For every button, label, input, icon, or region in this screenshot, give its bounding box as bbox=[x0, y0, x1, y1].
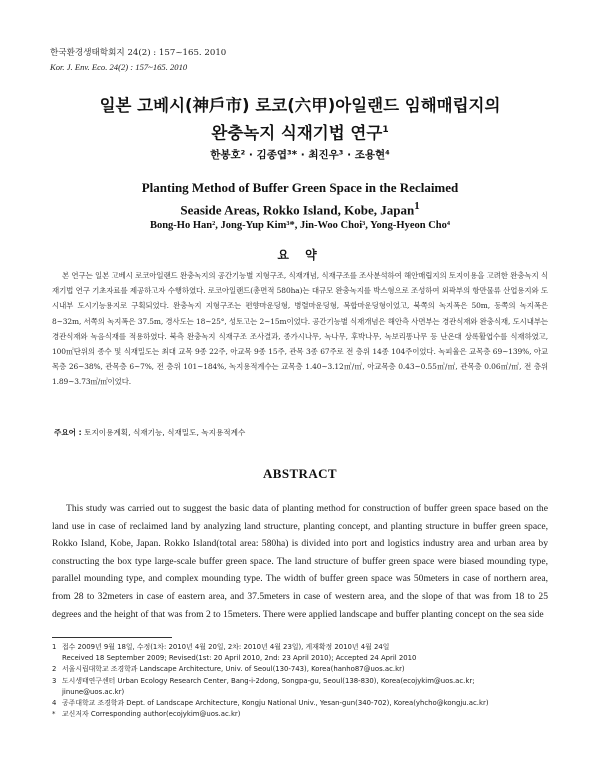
title-english bbox=[60, 178, 540, 219]
title-english-line1: Planting Method of Buffer Green Space in the Reclaimed bbox=[141, 180, 459, 195]
english-abstract-heading: ABSTRACT bbox=[263, 466, 337, 481]
footnote bbox=[52, 698, 552, 709]
footnote-text: 서울시립대학교 조경학과 Landscape Architecture, Univ. of Seoul(130-743), Korea(hanho87@uos.ac.kr) bbox=[62, 665, 405, 674]
footnote-number: 2 bbox=[52, 665, 57, 674]
title-korean-footnote-mark: 1 bbox=[382, 125, 389, 135]
korean-abstract-body: 본 연구는 일본 고베시 로코아일랜드 완충녹지의 공간기능별 지형구조, 식재개념, 식재구조를 조사분석하여 해안매립지의 토지이용을 고려한 완충녹지 식재기법 연구 기초자료를 제공하고자 수행하였다. 로코아일랜드(총면적 580ha)는 대규모 완충녹지를 박스형으로 조성하여 외곽부의 항만물류 산업용지와 도시내부 도시기능용지로 구획되었다. 완충녹지 지형구조는 편향마운딩형, 병렬마운딩형, 복합마운딩형이었고, 북쪽의 녹지폭은 50m, 동쪽의 녹지폭은 8~32m, 서쪽의 녹지폭은 37.5m, 경사도는 18~25°, 성토고는 2~15m이었다. 공간기능별 식재개념은 해안측 사면부는 경관식재와 완충식재, 도시내부는 경관식재와 녹음식재를 적용하였다. 북측 완충녹지 식재구조 조사결과, 종가시나무, 녹나무, 후박나무, 녹보리똥나무 등 난온대 상록활엽수를 식재하였고, 100㎡단위의 종수 및 식재밀도는 최대 교목 9종 22주, 아교목 9종 15주, 관목 3종 67주로 전 층위 14종 104주이었다. 녹피율은 교목층 69~139%, 아교목층 26~38%, 관목층 6~7%, 전 층위 101~184%, 녹지용적계수는 교목층 1.40~3.12㎥/㎡, 아교목층 0.43~0.55㎥/㎡, 관목층 0.06㎥/㎡, 전 층위 1.89~3.73㎥/㎡이었다. bbox=[52, 271, 548, 387]
footnotes bbox=[52, 642, 552, 720]
footnote-number: 3 bbox=[52, 676, 57, 685]
footnote-text: 공주대학교 조경학과 Dept. of Landscape Architecture, Kongju National Univ., Yesan-gun(340-702), Korea(yhcho@kongju.ac.kr) bbox=[62, 699, 489, 708]
footnote bbox=[52, 676, 552, 698]
title-korean-line1: 일본 고베시(神戶市) 로코(六甲)아일랜드 임해매립지의 bbox=[99, 96, 501, 115]
footnote-continuation: jinune@uos.ac.kr) bbox=[62, 687, 125, 696]
footnote-continuation: Received 18 September 2009; Revised(1st: 20 April 2010, 2nd: 23 April 2010); Accepted 24 April 2010 bbox=[62, 654, 417, 663]
journal-header bbox=[50, 46, 226, 74]
footnote bbox=[52, 709, 552, 720]
authors-korean: 한봉호² · 김종엽³* · 최진우³ · 조용현⁴ bbox=[210, 149, 390, 161]
title-english-footnote-mark: 1 bbox=[414, 200, 420, 212]
title-korean-line2: 완충녹지 식재기법 연구 bbox=[211, 123, 383, 143]
title-english-line2: Seaside Areas, Rokko Island, Kobe, Japan bbox=[180, 202, 415, 218]
journal-citation-en: Kor. J. Env. Eco. 24(2) : 157~165. 2010 bbox=[50, 62, 188, 72]
footnote bbox=[52, 664, 552, 675]
keywords bbox=[54, 427, 245, 438]
footnote-number: 4 bbox=[52, 699, 57, 708]
footnote-number: 1 bbox=[52, 643, 57, 651]
keywords-label: 주요어 : bbox=[54, 428, 82, 437]
footnote-number: * bbox=[52, 710, 56, 719]
footnote-divider bbox=[52, 637, 172, 638]
title-korean bbox=[60, 94, 540, 146]
footnote-text: 도시생태연구센터 Urban Ecology Research Center, Bang-i-2dong, Songpa-gu, Seoul(138-830), Korea(ecojykim@uos.ac.kr; bbox=[62, 676, 475, 685]
journal-citation-ko: 한국환경생태학회지 24(2) : 157~165. 2010 bbox=[50, 48, 227, 58]
footnote bbox=[52, 642, 552, 664]
english-abstract-body: This study was carried out to suggest the basic data of planting method for construction of buffer green space based on the land use in case of reclaimed land by analyzing land structure, planting concept, and planting structure in buffer green space, Rokko Island, Kobe, Japan. Rokko Island(total area: 580ha) is divided into port and logistics industry area and urban area by constructing the box type large-scale buffer green space. The land structure of buffer green space were biased mounding type, parallel mounding type, and complex mounding type. The width of buffer green space was 50meters in case of northern area, from 28 to 32meters in case of eastern area, and 37.5meters in case of western area, and the slope of that was from 18 to 25 degrees and the height of that was from 2 to 15meters. There were applied landscape and buffer planting concept on the sea side bbox=[52, 503, 548, 620]
footnote-text: 접수 2009년 9월 18일, 수정(1차: 2010년 4월 20일, 2차: 2010년 4월 23일), 게재확정 2010년 4월 24일 bbox=[62, 643, 390, 651]
footnote-text: 교신저자 Corresponding author(ecojykim@uos.ac.kr) bbox=[62, 710, 241, 719]
korean-abstract-heading: 요 약 bbox=[277, 248, 323, 262]
authors-english: Bong-Ho Han², Jong-Yup Kim³*, Jin-Woo Choi³, Yong-Hyeon Cho⁴ bbox=[149, 220, 451, 231]
keywords-text: 토지이용계획, 식재기능, 식재밀도, 녹지용적계수 bbox=[84, 428, 246, 437]
